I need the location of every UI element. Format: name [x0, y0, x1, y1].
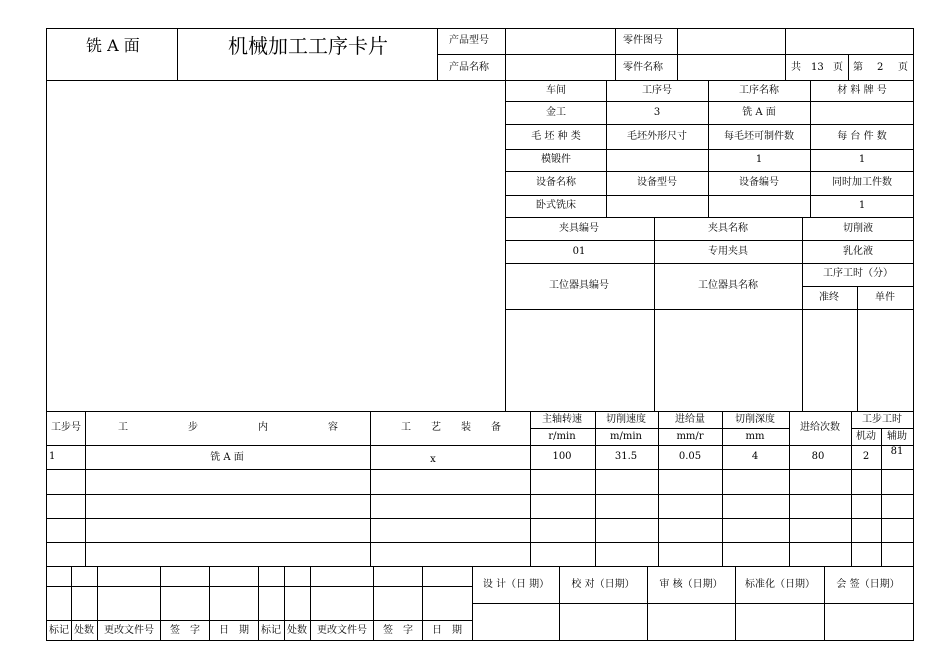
passes-header: 进给次数 — [800, 422, 840, 433]
steps-row-line — [46, 469, 914, 470]
footer-vline — [71, 566, 72, 641]
step-spindle-cell: 100 — [552, 451, 572, 462]
frame-left — [46, 28, 47, 641]
footer-vline — [97, 566, 98, 641]
blank-type-value: 模锻件 — [541, 154, 571, 165]
steps-row-line — [46, 518, 914, 519]
step-time-header: 工步工时 — [862, 414, 902, 425]
info-hline — [505, 149, 914, 150]
steps-vline — [85, 411, 86, 566]
part-drawing-label: 零件图号 — [623, 35, 663, 46]
steps-vline — [370, 411, 371, 566]
fixture-no-value: 01 — [572, 246, 586, 257]
part-name-label: 零件名称 — [623, 62, 663, 73]
steps-vline — [851, 411, 852, 566]
simultaneous-value: 1 — [858, 200, 866, 211]
process-time-label: 工序工时（分） — [823, 268, 893, 279]
info-vline — [708, 80, 709, 217]
total-label: 共 — [791, 62, 801, 73]
content-header-char: 内 — [258, 422, 268, 433]
info-vline — [606, 80, 607, 217]
footer-vline — [373, 566, 374, 641]
equip-header-char: 备 — [491, 422, 501, 433]
footer-vline — [824, 566, 825, 641]
coolant-label: 切削液 — [843, 223, 873, 234]
per-machine-value: 1 — [858, 154, 866, 165]
unit-time-label: 单件 — [875, 292, 895, 303]
steps-vline — [658, 411, 659, 566]
equip-header-char: 装 — [461, 422, 471, 433]
revision-mark-label: 标记 — [261, 625, 281, 636]
footer-vline — [472, 566, 473, 641]
header-vline — [677, 28, 678, 81]
content-header-char: 工 — [118, 422, 128, 433]
step-aux-time-cell: 81 — [890, 446, 904, 457]
prep-time-label: 准终 — [819, 292, 839, 303]
spindle-header: 主轴转速 — [542, 414, 582, 425]
footer-line — [46, 620, 472, 621]
steps-vline — [789, 411, 790, 566]
footer-vline — [284, 566, 285, 641]
header-vline — [437, 28, 438, 81]
simultaneous-label: 同时加工件数 — [832, 177, 892, 188]
coolant-value: 乳化液 — [843, 246, 873, 257]
info-hline — [505, 171, 914, 172]
steps-row-line — [46, 494, 914, 495]
revision-mark-label: 标记 — [49, 625, 69, 636]
equip-name-label: 设备名称 — [536, 177, 576, 188]
footer-vline — [160, 566, 161, 641]
step-no-header: 工步号 — [51, 422, 81, 433]
blank-size-label: 毛坯外形尺寸 — [627, 131, 687, 142]
info-vline — [810, 80, 811, 217]
header-vline — [785, 28, 786, 81]
footer-line — [472, 603, 914, 604]
page-number: 2 — [877, 62, 884, 73]
header-vline — [615, 28, 616, 81]
depth-unit: mm — [745, 431, 765, 442]
header-vline — [848, 54, 849, 81]
revision-date-label: 日 期 — [219, 625, 249, 636]
speed-header: 切削速度 — [606, 414, 646, 425]
frame-bottom — [46, 640, 914, 641]
proof-label: 校 对（日期） — [571, 579, 635, 590]
product-name-label: 产品名称 — [449, 62, 489, 73]
footer-line — [46, 586, 472, 587]
info-hline — [505, 309, 914, 310]
step-passes-cell: 80 — [811, 451, 825, 462]
step-machine-time-cell: 2 — [862, 451, 870, 462]
header-vline — [177, 28, 178, 81]
spindle-unit: r/min — [548, 431, 576, 442]
step-equipment-cell: x — [430, 454, 436, 465]
info-vline — [654, 217, 655, 411]
design-label: 设 计（日 期） — [482, 579, 550, 590]
steps-row-line — [46, 542, 914, 543]
info-vline — [802, 217, 803, 411]
equip-header-char: 工 — [401, 422, 411, 433]
card-code: 铣 A 面 — [86, 36, 140, 55]
standardization-label: 标准化（日期） — [745, 579, 815, 590]
process-name-label: 工序名称 — [739, 85, 779, 96]
info-hline — [505, 124, 914, 125]
steps-top-line — [46, 411, 914, 412]
workshop-label: 车间 — [546, 85, 566, 96]
card-title: 机械加工工序卡片 — [228, 34, 388, 58]
steps-vline — [595, 411, 596, 566]
steps-vline — [881, 428, 882, 566]
material-label: 材 料 牌 号 — [837, 85, 887, 96]
feed-unit: mm/r — [676, 431, 704, 442]
per-machine-label: 每 台 件 数 — [837, 131, 887, 142]
revision-doc-label: 更改文件号 — [317, 625, 367, 636]
info-hline — [505, 101, 914, 102]
step-depth-cell: 4 — [751, 451, 759, 462]
fixture-no-label: 夹具编号 — [559, 223, 599, 234]
process-name-value: 铣 A 面 — [742, 107, 776, 118]
frame-right — [913, 28, 914, 641]
equip-header-char: 艺 — [431, 422, 441, 433]
steps-header-bottom — [46, 445, 914, 446]
fixture-name-value: 专用夹具 — [708, 246, 748, 257]
content-header-char: 步 — [188, 422, 198, 433]
workshop-value: 金工 — [546, 107, 566, 118]
depth-header: 切削深度 — [735, 414, 775, 425]
step-no-cell: 1 — [49, 451, 56, 462]
info-hline — [505, 195, 914, 196]
header-mid-line — [437, 54, 914, 55]
info-hline — [802, 286, 914, 287]
process-no-label: 工序号 — [642, 85, 672, 96]
footer-vline — [258, 566, 259, 641]
footer-vline — [310, 566, 311, 641]
steps-vline — [722, 411, 723, 566]
info-hline — [505, 263, 914, 264]
process-no-value: 3 — [653, 107, 661, 118]
countersign-label: 会 签（日期） — [836, 579, 900, 590]
info-hline — [505, 217, 914, 218]
footer-vline — [735, 566, 736, 641]
equip-no-label: 设备编号 — [739, 177, 779, 188]
tool-no-label: 工位器具编号 — [549, 280, 609, 291]
equip-model-label: 设备型号 — [637, 177, 677, 188]
aux-time-header: 辅助 — [887, 431, 907, 442]
footer-vline — [422, 566, 423, 641]
steps-vline — [530, 411, 531, 566]
revision-sign-label: 签 字 — [383, 625, 413, 636]
page-label: 第 — [853, 62, 863, 73]
tool-name-label: 工位器具名称 — [698, 280, 758, 291]
steps-bottom-line — [46, 566, 914, 567]
footer-vline — [647, 566, 648, 641]
step-feed-cell: 0.05 — [678, 451, 702, 462]
step-speed-cell: 31.5 — [614, 451, 638, 462]
page-unit: 页 — [833, 62, 843, 73]
feed-header: 进给量 — [675, 414, 705, 425]
content-header-char: 容 — [328, 422, 338, 433]
machine-time-header: 机动 — [856, 431, 876, 442]
info-vline — [857, 286, 858, 411]
revision-date-label: 日 期 — [432, 625, 462, 636]
fixture-name-label: 夹具名称 — [708, 223, 748, 234]
steps-time-line — [851, 428, 914, 429]
info-hline — [505, 240, 914, 241]
speed-unit: m/min — [610, 431, 642, 442]
per-blank-value: 1 — [755, 154, 763, 165]
page-unit-2: 页 — [898, 62, 908, 73]
footer-vline — [209, 566, 210, 641]
equip-name-value: 卧式铣床 — [536, 200, 576, 211]
steps-units-line — [530, 428, 790, 429]
total-pages: 13 — [811, 62, 824, 73]
product-model-label: 产品型号 — [449, 35, 489, 46]
revision-doc-label: 更改文件号 — [104, 625, 154, 636]
per-blank-label: 每毛坯可制件数 — [724, 131, 794, 142]
revision-count-label: 处数 — [287, 625, 307, 636]
footer-vline — [559, 566, 560, 641]
info-left-border — [505, 80, 506, 411]
blank-type-label: 毛 坯 种 类 — [531, 131, 581, 142]
revision-sign-label: 签 字 — [170, 625, 200, 636]
review-label: 审 核（日期） — [659, 579, 723, 590]
revision-count-label: 处数 — [74, 625, 94, 636]
step-content-cell: 铣 A 面 — [210, 452, 244, 463]
header-vline — [505, 28, 506, 81]
